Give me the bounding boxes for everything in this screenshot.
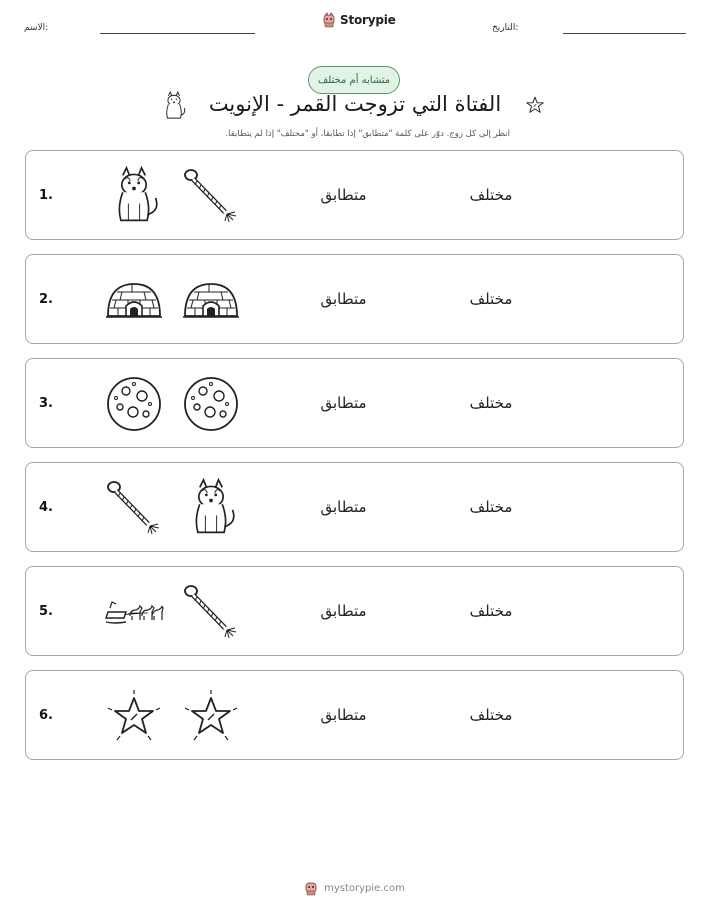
activity-type-badge: متشابه أم مختلف: [308, 66, 400, 94]
brand-name: Storypie: [340, 13, 396, 27]
footer-url[interactable]: mystorypie.com: [324, 882, 405, 894]
question-number: 5.: [39, 603, 53, 619]
same-option[interactable]: متطابق: [320, 706, 367, 724]
moon-icon: [104, 374, 164, 434]
question-row: [25, 254, 684, 344]
same-option[interactable]: متطابق: [320, 186, 367, 204]
husky-icon: [104, 166, 164, 226]
harpoon-icon: [104, 478, 164, 538]
question-number: 3.: [39, 395, 53, 411]
same-option[interactable]: متطابق: [320, 394, 367, 412]
star-icon: [104, 686, 164, 746]
question-number: 6.: [39, 707, 53, 723]
storypie-mascot-icon: [322, 12, 336, 28]
question-row: [25, 566, 684, 656]
instructions: انظر إلى كل زوج. دوّر على كلمة "متطابق" إذا تطابقا، أو "مختلف" إذا لم يتطابقا.: [225, 129, 510, 139]
date-field[interactable]: [563, 33, 686, 34]
husky-icon: [181, 478, 241, 538]
star-icon: [181, 686, 241, 746]
question-number: 2.: [39, 291, 53, 307]
question-row: [25, 358, 684, 448]
question-row: [25, 150, 684, 240]
different-option[interactable]: مختلف: [469, 290, 513, 308]
igloo-icon: [104, 270, 164, 330]
brand-logo: [322, 12, 396, 28]
page-title: الفتاة التي تزوجت القمر - الإنويت: [208, 92, 502, 116]
storypie-mascot-icon: [304, 880, 318, 896]
date-label: التاريخ:: [492, 23, 519, 33]
question-number: 4.: [39, 499, 53, 515]
same-option[interactable]: متطابق: [320, 602, 367, 620]
different-option[interactable]: مختلف: [469, 186, 513, 204]
different-option[interactable]: مختلف: [469, 602, 513, 620]
question-number: 1.: [39, 187, 53, 203]
dog-sled-icon: [104, 582, 164, 642]
different-option[interactable]: مختلف: [469, 394, 513, 412]
name-field[interactable]: [100, 33, 255, 34]
same-option[interactable]: متطابق: [320, 290, 367, 308]
harpoon-icon: [181, 582, 241, 642]
footer: [0, 880, 709, 896]
different-option[interactable]: مختلف: [469, 498, 513, 516]
husky-icon: [160, 90, 188, 122]
harpoon-icon: [181, 166, 241, 226]
different-option[interactable]: مختلف: [469, 706, 513, 724]
question-row: [25, 462, 684, 552]
name-label: الاسم:: [24, 23, 49, 33]
igloo-icon: [181, 270, 241, 330]
moon-icon: [181, 374, 241, 434]
question-row: [25, 670, 684, 760]
same-option[interactable]: متطابق: [320, 498, 367, 516]
